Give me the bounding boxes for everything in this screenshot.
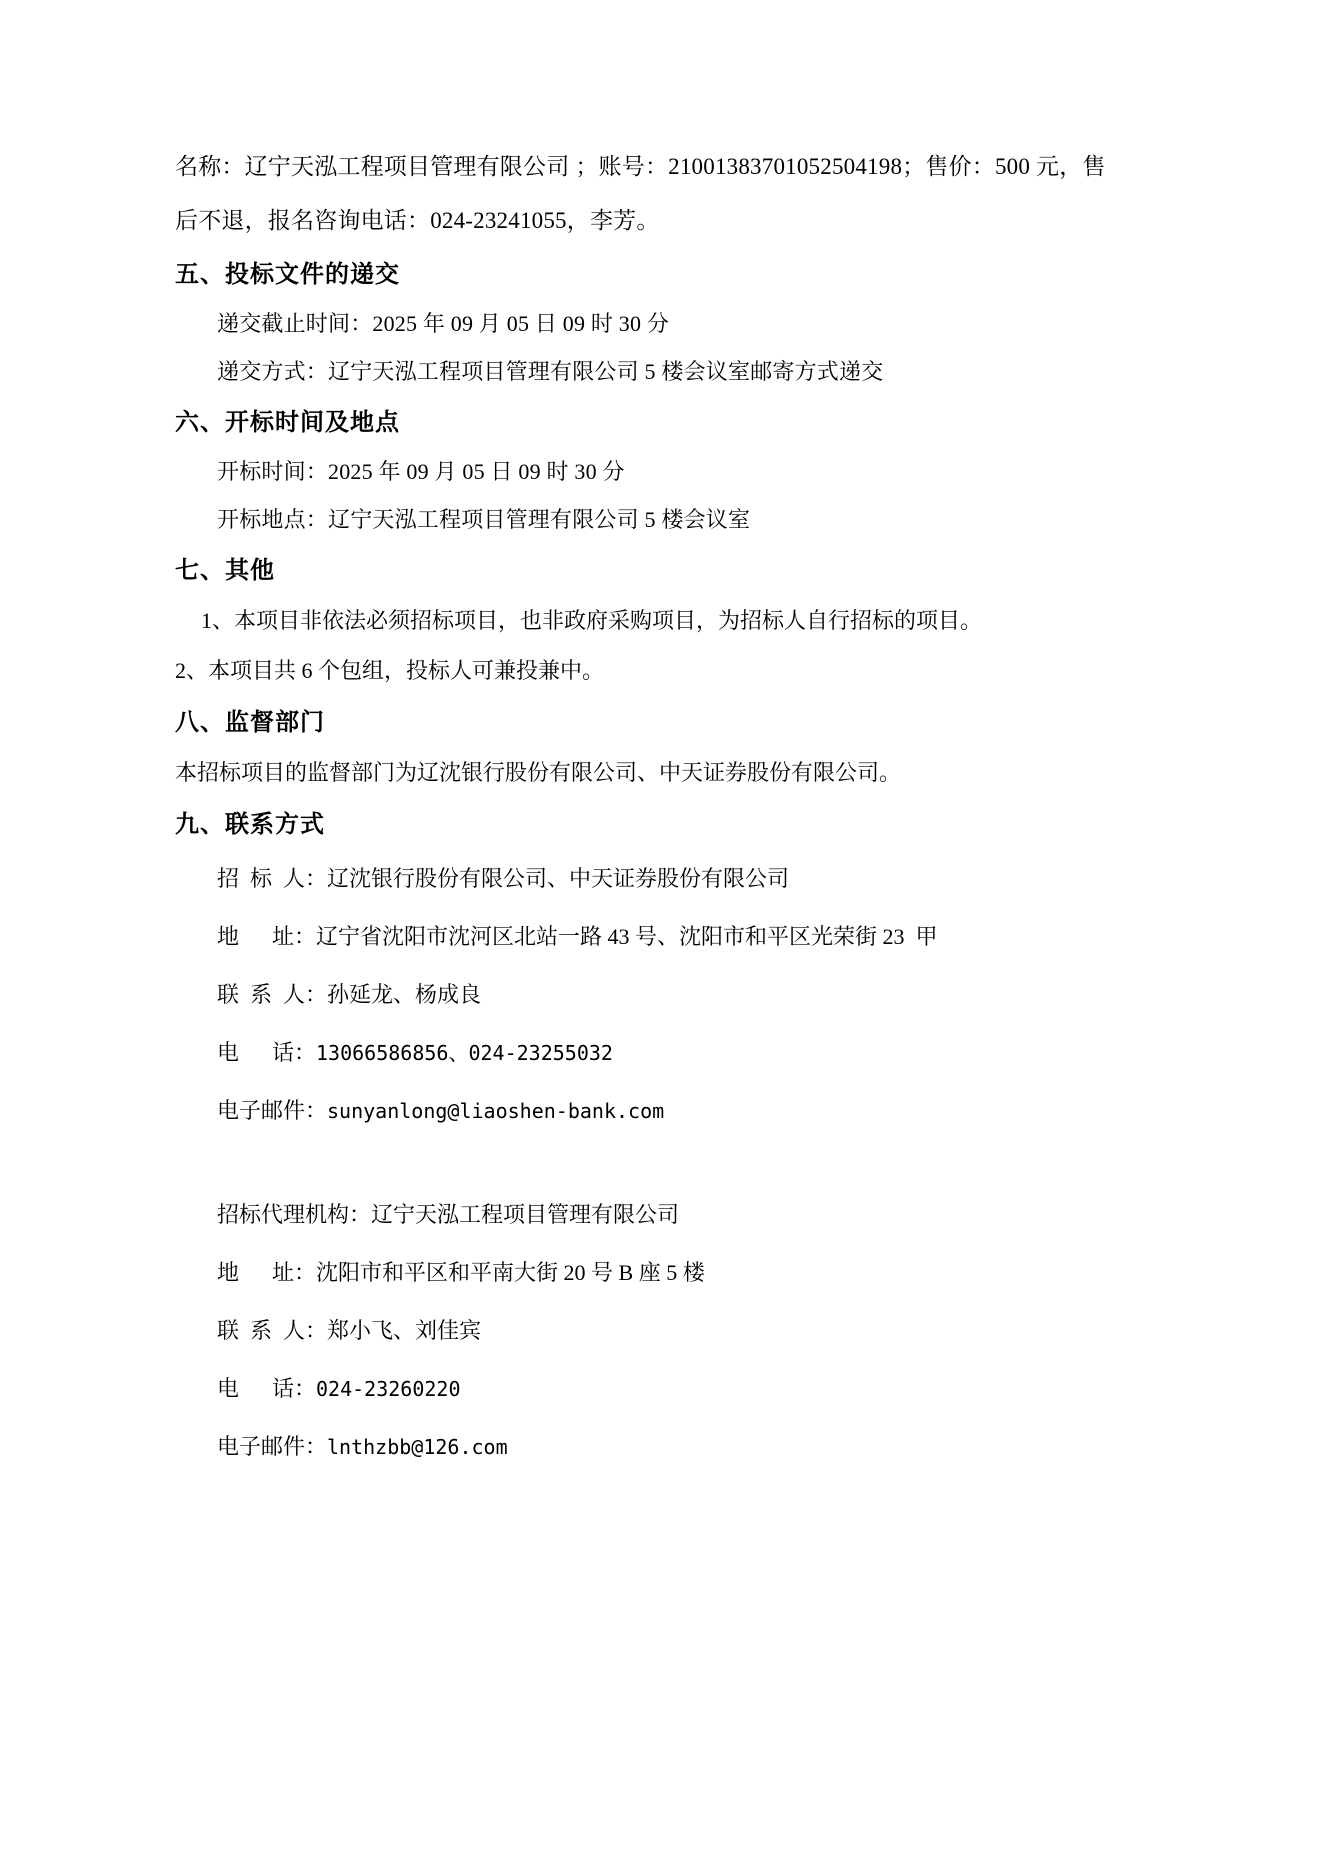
section-heading-6: 六、开标时间及地点	[175, 408, 400, 436]
section-heading-8: 八、监督部门	[175, 708, 325, 736]
intro-line-1: 名称：辽宁天泓工程项目管理有限公司 ；账号：21001383701052504198；售价：500 元，售	[175, 154, 1106, 179]
agency-name-row	[175, 1186, 1150, 1244]
section-5-line-2: 递交方式：辽宁天泓工程项目管理有限公司 5 楼会议室邮寄方式递交	[217, 359, 884, 384]
tenderer-phone-row	[175, 1024, 1150, 1082]
intro-line-2: 后不退，报名咨询电话：024-23241055，李芳。	[175, 208, 660, 233]
section-heading-9: 九、联系方式	[175, 810, 325, 838]
agency-email-row	[175, 1418, 1150, 1476]
agency-phone-value: 024-23260220	[316, 1377, 461, 1401]
tenderer-email-value: sunyanlong@liaoshen-bank.com	[327, 1099, 665, 1123]
tenderer-name-row	[175, 850, 1150, 908]
agency-email-value: lnthzbb@126.com	[327, 1435, 508, 1459]
tenderer-address-label: 地 址：	[217, 924, 317, 949]
agency-contact-label: 联 系 人：	[217, 1318, 328, 1343]
tenderer-contact-row	[175, 966, 1150, 1024]
tenderer-email-row	[175, 1082, 1150, 1140]
agency-contact-row	[175, 1302, 1150, 1360]
agency-address-value: 沈阳市和平区和平南大街 20 号 B 座 5 楼	[316, 1260, 705, 1285]
tenderer-address-row	[175, 908, 1150, 966]
agency-email-label: 电子邮件：	[217, 1434, 328, 1459]
tenderer-contact-value: 孙延龙、杨成良	[327, 982, 482, 1007]
section-6-line-2: 开标地点：辽宁天泓工程项目管理有限公司 5 楼会议室	[217, 507, 751, 532]
tenderer-name-value: 辽沈银行股份有限公司、中天证券股份有限公司	[327, 866, 790, 891]
agency-phone-row	[175, 1360, 1150, 1418]
section-7-line-1: 1、本项目非依法必须招标项目，也非政府采购项目，为招标人自行招标的项目。	[201, 608, 983, 633]
section-spacer	[175, 1140, 1150, 1186]
section-heading-5: 五、投标文件的递交	[175, 260, 400, 288]
tenderer-phone-value: 13066586856、024-23255032	[316, 1041, 613, 1065]
section-6-line-1: 开标时间：2025 年 09 月 05 日 09 时 30 分	[217, 459, 625, 484]
tenderer-email-label: 电子邮件：	[217, 1098, 328, 1123]
agency-address-row	[175, 1244, 1150, 1302]
tenderer-contact-label: 联 系 人：	[217, 982, 328, 1007]
agency-name-value: 辽宁天泓工程项目管理有限公司	[371, 1202, 680, 1227]
agency-address-label: 地 址：	[217, 1260, 317, 1285]
document-body	[175, 140, 1150, 1476]
tenderer-address-value: 辽宁省沈阳市沈河区北站一路 43 号、沈阳市和平区光荣街 23 甲	[316, 924, 938, 949]
tenderer-phone-label: 电 话：	[217, 1040, 317, 1065]
section-7-line-2: 2、本项目共 6 个包组，投标人可兼投兼中。	[175, 658, 605, 683]
agency-contact-value: 郑小飞、刘佳宾	[327, 1318, 482, 1343]
agency-phone-label: 电 话：	[217, 1376, 317, 1401]
section-5-line-1: 递交截止时间：2025 年 09 月 05 日 09 时 30 分	[217, 311, 670, 336]
section-8-line-1: 本招标项目的监督部门为辽沈银行股份有限公司、中天证券股份有限公司。	[175, 760, 902, 785]
tenderer-name-label: 招 标 人：	[217, 866, 328, 891]
section-heading-7: 七、其他	[175, 556, 275, 584]
agency-name-label: 招标代理机构：	[217, 1202, 372, 1227]
